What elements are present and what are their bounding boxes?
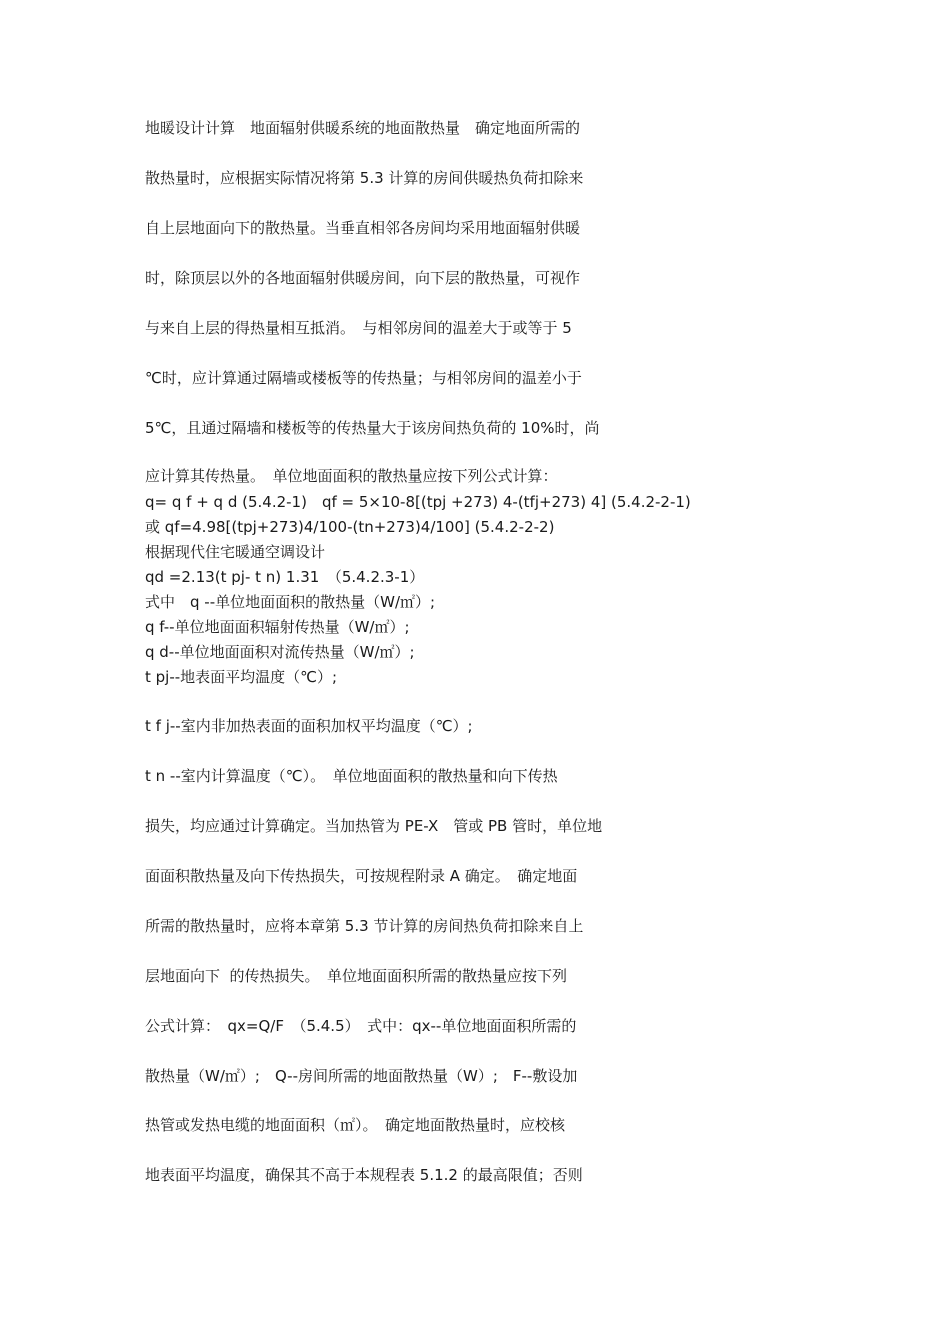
text-line: 面面积散热量及向下传热损失，可按规程附录 A 确定。 确定地面: [145, 867, 578, 885]
text-line: 层地面向下 的传热损失。 单位地面面积所需的散热量应按下列: [145, 967, 568, 985]
text-line: 根据现代住宅暖通空调设计: [145, 543, 326, 561]
definition-line: q d--单位地面面积对流传热量（W/㎡）;: [145, 643, 415, 661]
text-line: 5℃，且通过隔墙和楼板等的传热量大于该房间热负荷的 10%时，尚: [145, 419, 600, 437]
formula-line: 或 qf=4.98[(tpj+273)4/100-(tn+273)4/100] (5.4.2-2-2): [145, 518, 555, 536]
text-line: ℃时，应计算通过隔墙或楼板等的传热量；与相邻房间的温差小于: [145, 369, 582, 387]
text-line: 热管或发热电缆的地面面积（㎡）。 确定地面散热量时，应校核: [145, 1116, 566, 1134]
definition-line: t pj--地表面平均温度（℃）;: [145, 668, 338, 686]
text-line: 时，除顶层以外的各地面辐射供暖房间，向下层的散热量，可视作: [145, 269, 581, 287]
text-line: 公式计算： qx=Q/F （5.4.5） 式中：qx--单位地面面积所需的: [145, 1017, 577, 1035]
definition-line: t f j--室内非加热表面的面积加权平均温度（℃）;: [145, 717, 473, 735]
text-line: 地暖设计计算 地面辐射供暖系统的地面散热量 确定地面所需的: [145, 119, 581, 137]
text-line: 应计算其传热量。 单位地面面积的散热量应按下列公式计算：: [145, 467, 558, 485]
definition-line: 式中 q --单位地面面积的散热量（W/㎡）;: [145, 593, 436, 611]
text-line: 地表面平均温度，确保其不高于本规程表 5.1.2 的最高限值；否则: [145, 1166, 583, 1184]
text-line: 散热量（W/㎡）; Q--房间所需的地面散热量（W）; F--敷设加: [145, 1067, 578, 1085]
text-line: 损失，均应通过计算确定。当加热管为 PE-X 管或 PB 管时，单位地: [145, 817, 603, 835]
formula-line: q= q f + q d (5.4.2-1) qf = 5×10-8[(tpj +273) 4-(tfj+273) 4] (5.4.2-2-1): [145, 493, 691, 511]
definition-line: q f--单位地面面积辐射传热量（W/㎡）;: [145, 618, 410, 636]
text-line: 散热量时，应根据实际情况将第 5.3 计算的房间供暖热负荷扣除来: [145, 169, 584, 187]
formula-line: qd =2.13(t pj- t n) 1.31 （5.4.2.3-1）: [145, 568, 425, 586]
text-line: 与来自上层的得热量相互抵消。 与相邻房间的温差大于或等于 5: [145, 319, 572, 337]
text-line: 自上层地面向下的散热量。当垂直相邻各房间均采用地面辐射供暖: [145, 219, 581, 237]
text-line: t n --室内计算温度（℃）。 单位地面面积的散热量和向下传热: [145, 767, 558, 785]
text-line: 所需的散热量时，应将本章第 5.3 节计算的房间热负荷扣除来自上: [145, 917, 584, 935]
